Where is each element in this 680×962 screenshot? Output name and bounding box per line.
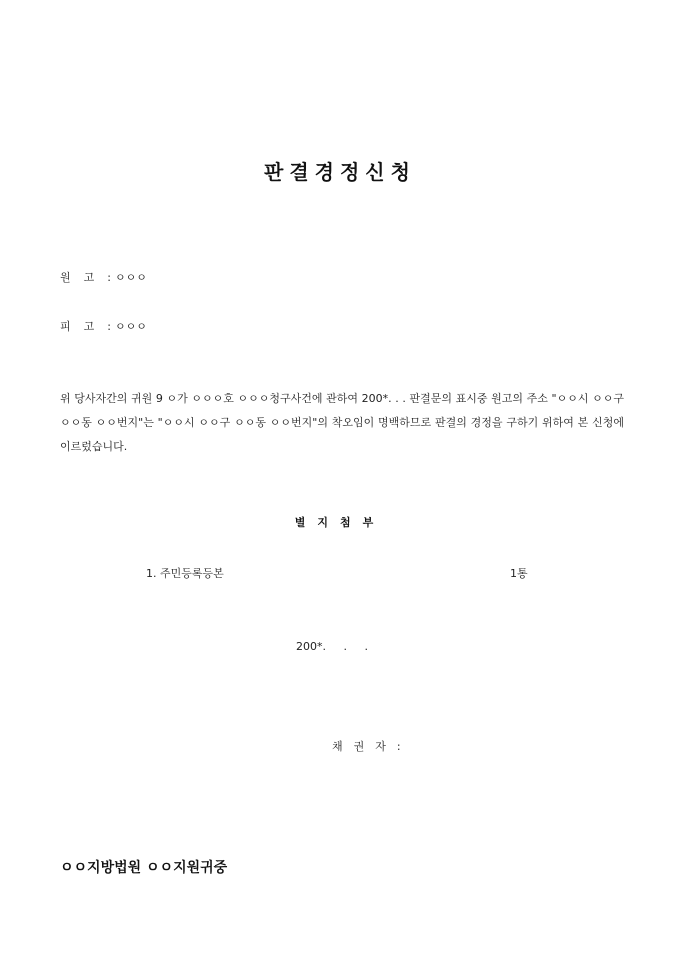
colon-separator: : — [396, 740, 401, 753]
defendant-role: 피고 — [60, 320, 108, 333]
attachment-item-count: 1통 — [510, 567, 528, 580]
creditor-label: 채권자 — [332, 740, 397, 753]
plaintiff-name: ㅇㅇㅇ — [114, 271, 147, 284]
defendant-name: ㅇㅇㅇ — [114, 320, 147, 333]
plaintiff-line — [60, 269, 147, 285]
plaintiff-role: 원고 — [60, 271, 108, 284]
creditor-line — [332, 738, 401, 754]
colon-separator: : — [107, 271, 111, 284]
court-addressee: ㅇㅇ지방법원 ㅇㅇ지원귀중 — [60, 860, 228, 876]
petition-body: 위 당사자간의 귀원 9 ㅇ가 ㅇㅇㅇ호 ㅇㅇㅇ청구사건에 관하여 200*. . . 판결문의 표시중 원고의 주소 "ㅇㅇ시 ㅇㅇ구 ㅇㅇ동 ㅇㅇ번지"는 "ㅇㅇ시 ㅇㅇ구 ㅇㅇ동 ㅇㅇ번지"의 착오임이 명백하므로 판결의 경정을 구하기 위하여 본 신청에 이르렀습니다. — [60, 392, 624, 453]
colon-separator: : — [107, 320, 111, 333]
defendant-line — [60, 318, 147, 334]
filing-date: 200*. . . — [296, 640, 368, 653]
document-title: 판결경정신청 — [264, 160, 416, 184]
attachment-item-label: 1. 주민등록등본 — [146, 567, 224, 580]
attachments-heading: 별지첨부 — [294, 516, 386, 529]
